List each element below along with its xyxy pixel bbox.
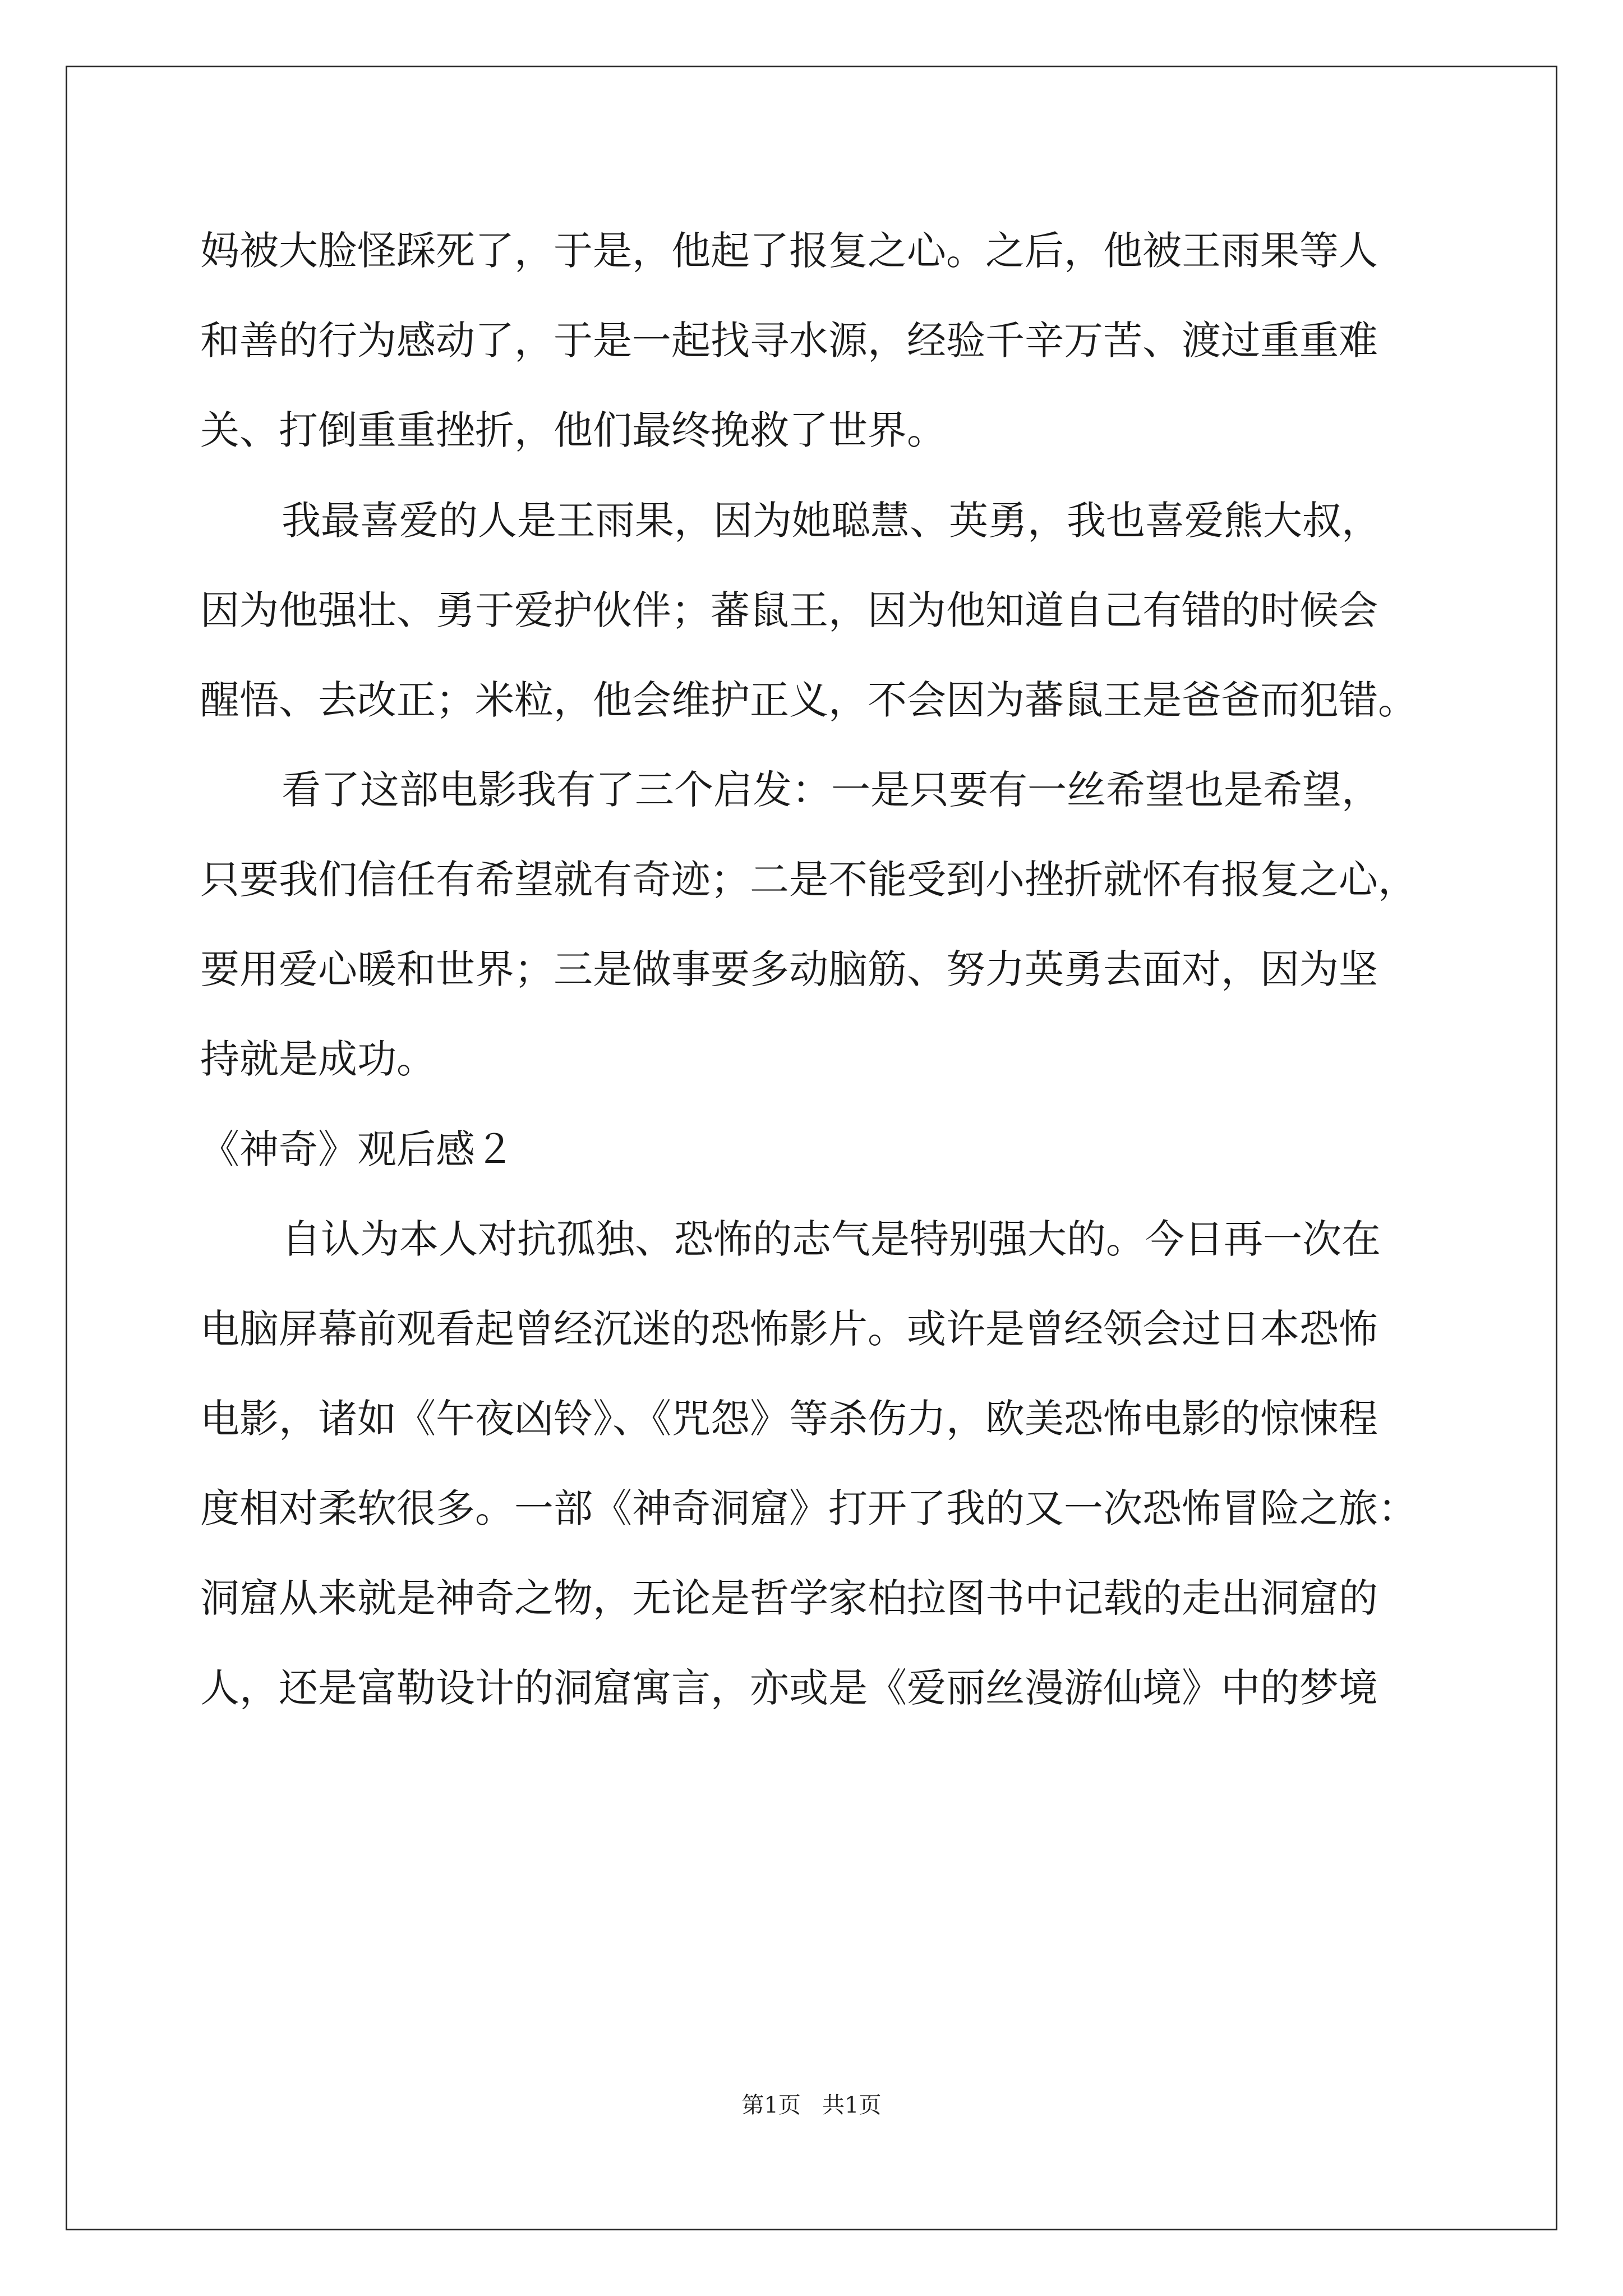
text-line-4: 我最喜爱的人是王雨果，因为她聪慧、英勇，我也喜爱熊大叔， — [282, 498, 1381, 544]
section-heading: 《神奇》观后感２ — [200, 1126, 514, 1172]
text-line-8: 只要我们信任有希望就有奇迹；二是不能受到小挫折就怀有报复之心， — [200, 857, 1417, 903]
text-line-5: 因为他强壮、勇于爱护伙伴；蕃鼠王，因为他知道自己有错的时候会 — [200, 587, 1378, 633]
page-number-footer: 第1页 共1页 — [741, 2092, 882, 2118]
text-line-14: 电影，诸如《午夜凶铃》、《咒怨》等杀伤力，欧美恐怖电影的惊悚程 — [200, 1396, 1378, 1442]
text-line-13: 电脑屏幕前观看起曾经沉迷的恐怖影片。或许是曾经领会过日本恐怖 — [200, 1306, 1378, 1352]
text-line-17: 人，还是富勒设计的洞窟寓言，亦或是《爱丽丝漫游仙境》中的梦境 — [200, 1665, 1378, 1711]
text-line-7: 看了这部电影我有了三个启发：一是只要有一丝希望也是希望， — [282, 767, 1381, 813]
text-line-16: 洞窟从来就是神奇之物，无论是哲学家柏拉图书中记载的走出洞窟的 — [200, 1575, 1378, 1621]
text-line-9: 要用爱心暖和世界；三是做事要多动脑筋、努力英勇去面对，因为坚 — [200, 946, 1378, 992]
text-line-6: 醒悟、去改正；米粒，他会维护正义，不会因为蕃鼠王是爸爸而犯错。 — [200, 677, 1417, 723]
text-line-15: 度相对柔软很多。一部《神奇洞窟》打开了我的又一次恐怖冒险之旅： — [200, 1485, 1417, 1531]
text-line-12: 自认为本人对抗孤独、恐怖的志气是特别强大的。今日再一次在 — [282, 1216, 1381, 1262]
text-line-10: 持就是成功。 — [200, 1036, 436, 1082]
text-line-3: 关、打倒重重挫折，他们最终挽救了世界。 — [200, 407, 946, 453]
text-line-2: 和善的行为感动了，于是一起找寻水源，经验千辛万苦、渡过重重难 — [200, 318, 1378, 364]
text-line-1: 妈被大脸怪踩死了，于是，他起了报复之心。之后，他被王雨果等人 — [200, 228, 1378, 274]
